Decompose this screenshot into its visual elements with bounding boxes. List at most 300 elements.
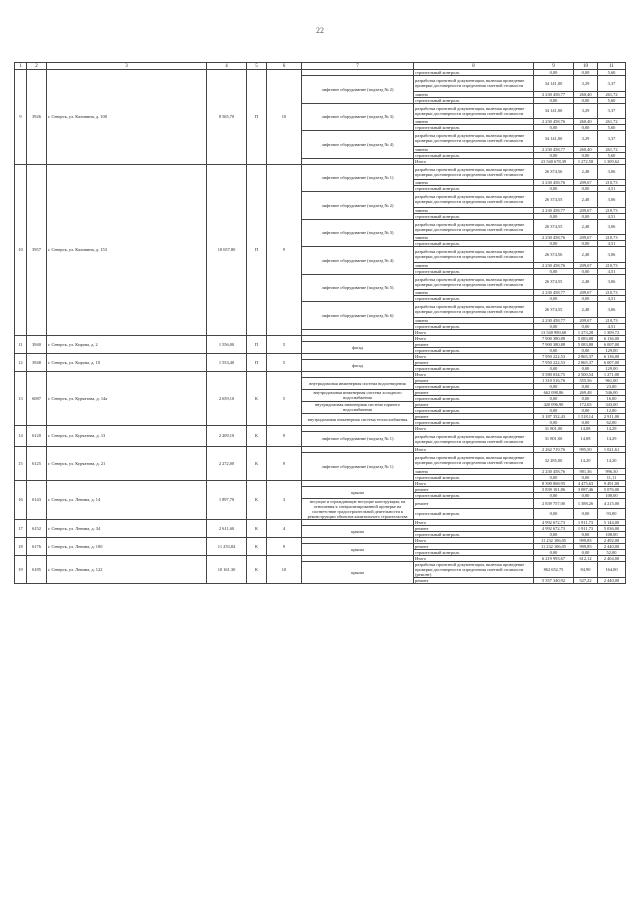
work-type: Итого bbox=[414, 371, 534, 377]
unit-cost: 0,00 bbox=[574, 474, 598, 480]
unit-cost: 981,36 bbox=[574, 468, 598, 474]
building-number: 19 bbox=[15, 555, 27, 583]
work-type: разработка проектной документации, включая проведение проверки достоверности определения сметной стоимости bbox=[414, 219, 534, 235]
work-type: строительный контроль bbox=[414, 152, 534, 158]
unit-cost: 1 911,73 bbox=[574, 519, 598, 525]
unit-cost: 999,85 bbox=[574, 537, 598, 543]
limit-cost: 108,00 bbox=[598, 531, 626, 537]
unit-cost: 209,67 bbox=[574, 180, 598, 186]
work-type: замена bbox=[414, 119, 534, 125]
cost-value: 0,00 bbox=[534, 531, 574, 537]
limit-cost: 9 491,00 bbox=[598, 480, 626, 486]
limit-cost: 16,00 bbox=[598, 395, 626, 401]
unit-cost: 2,48 bbox=[574, 247, 598, 263]
building-wall-type: К bbox=[247, 447, 267, 481]
element-name: крыша bbox=[302, 561, 414, 583]
header-cell-5: 5 bbox=[247, 63, 267, 70]
unit-cost: 612,12 bbox=[574, 555, 598, 561]
header-row bbox=[15, 63, 626, 70]
cost-value: 11 232 106,05 bbox=[534, 537, 574, 543]
cost-value: 34 141,00 bbox=[534, 131, 574, 147]
work-type: ремонт bbox=[414, 341, 534, 347]
work-type: строительный контроль bbox=[414, 323, 534, 329]
unit-cost: 0,00 bbox=[574, 347, 598, 353]
limit-cost: 4,51 bbox=[598, 186, 626, 192]
work-type: строительный контроль bbox=[414, 97, 534, 103]
work-type: ремонт bbox=[414, 525, 534, 531]
building-floors: 9 bbox=[267, 164, 302, 335]
cost-value: 420 096,90 bbox=[534, 401, 574, 407]
building-floors: 9 bbox=[267, 447, 302, 481]
building-code: 6176 bbox=[27, 537, 47, 555]
work-type: Итого bbox=[414, 537, 534, 543]
work-type: разработка проектной документации, включая проведение проверки достоверности определения сметной стоимости bbox=[414, 131, 534, 147]
building-area: 11 253,84 bbox=[207, 537, 247, 555]
work-type: замена bbox=[414, 317, 534, 323]
work-type: замена bbox=[414, 180, 534, 186]
work-type: строительный контроль bbox=[414, 365, 534, 371]
cost-value: 0,00 bbox=[534, 549, 574, 555]
work-type: Итого bbox=[414, 447, 534, 453]
cost-value: 7 950 222,53 bbox=[534, 359, 574, 365]
work-type: строительный контроль bbox=[414, 383, 534, 389]
limit-cost: 5 036,00 bbox=[598, 525, 626, 531]
building-wall-type: П bbox=[247, 70, 267, 165]
limit-cost: 261,72 bbox=[598, 91, 626, 97]
element-name: несущие и ограждающие несущие конструкции, на отношения к специализированной проверке на соответствие градостроительной деятельности к реконструкции объектов капитального строительства bbox=[302, 498, 414, 519]
limit-cost: 1 309,62 bbox=[598, 158, 626, 164]
building-code: 6125 bbox=[27, 447, 47, 481]
unit-cost: 0,00 bbox=[574, 97, 598, 103]
building-area: 2 611,60 bbox=[207, 519, 247, 537]
cost-value: 2 230 458,77 bbox=[534, 91, 574, 97]
element-name: лифтовое оборудование (подъезд № 2) bbox=[302, 76, 414, 104]
cost-value: 31 801,00 bbox=[534, 425, 574, 431]
cost-value: 5 357 340,92 bbox=[534, 577, 574, 583]
limit-cost: 1 021,61 bbox=[598, 447, 626, 453]
building-floors: 5 bbox=[267, 353, 302, 371]
limit-cost: 6 136,00 bbox=[598, 353, 626, 359]
cost-value: 11 232 106,05 bbox=[534, 543, 574, 549]
cost-value: 862 652,75 bbox=[534, 561, 574, 577]
cost-value: 8 390 868,95 bbox=[534, 480, 574, 486]
work-type: разработка проектной документации, включая проведение проверки достоверности определения сметной стоимости bbox=[414, 103, 534, 119]
work-type: Итого bbox=[414, 519, 534, 525]
header-cell-4: 4 bbox=[207, 63, 247, 70]
unit-cost: 2 865,37 bbox=[574, 353, 598, 359]
building-floors: 9 bbox=[267, 537, 302, 555]
cost-value: 0,00 bbox=[534, 186, 574, 192]
building-code: 3948 bbox=[27, 353, 47, 371]
building-area: 1 556,00 bbox=[207, 335, 247, 353]
limit-cost: 93,00 bbox=[598, 509, 626, 520]
limit-cost: 3,06 bbox=[598, 274, 626, 290]
limit-cost: 210,73 bbox=[598, 207, 626, 213]
element-name: лифтовое оборудование (подъезд № 1) bbox=[302, 164, 414, 192]
limit-cost: 3,37 bbox=[598, 131, 626, 147]
element-name: лифтовое оборудование (подъезд № 4) bbox=[302, 247, 414, 275]
limit-cost: 4,51 bbox=[598, 241, 626, 247]
building-wall-type: К bbox=[247, 480, 267, 519]
limit-cost: 210,73 bbox=[598, 290, 626, 296]
unit-cost: 0,00 bbox=[574, 241, 598, 247]
limit-cost: 546,00 bbox=[598, 389, 626, 395]
limit-cost: 210,73 bbox=[598, 262, 626, 268]
unit-cost: 3,29 bbox=[574, 103, 598, 119]
header-cell-11: 11 bbox=[598, 63, 626, 70]
cost-value: 26 374,55 bbox=[534, 192, 574, 208]
unit-cost: 0,00 bbox=[574, 549, 598, 555]
element-name: внутридомовая инженерная система теплоснабжения bbox=[302, 413, 414, 425]
cost-value: 0,00 bbox=[534, 125, 574, 131]
unit-cost: 2,48 bbox=[574, 192, 598, 208]
work-type: строительный контроль bbox=[414, 395, 534, 401]
element-name: лифтовое оборудование (подъезд № 4) bbox=[302, 131, 414, 159]
element-name: лифтовое оборудование (подъезд № 1) bbox=[302, 453, 414, 481]
building-area: 2 659,10 bbox=[207, 371, 247, 425]
unit-cost: 0,00 bbox=[574, 296, 598, 302]
unit-cost: 0,00 bbox=[574, 152, 598, 158]
building-number: 14 bbox=[15, 425, 27, 447]
work-type: строительный контроль bbox=[414, 268, 534, 274]
building-address: г. Северск, ул. Кирова, д. 2 bbox=[47, 335, 207, 353]
element-name: фасад bbox=[302, 341, 414, 353]
unit-cost: 0,00 bbox=[574, 213, 598, 219]
unit-cost: 0,00 bbox=[574, 268, 598, 274]
element-name: лифтовое оборудование (подъезд № 1) bbox=[302, 431, 414, 447]
building-wall-type: П bbox=[247, 164, 267, 335]
cost-value: 2 230 458,76 bbox=[534, 180, 574, 186]
work-type: разработка проектной документации, включая проведение проверки достоверности определения сметной стоимости bbox=[414, 192, 534, 208]
building-number: 10 bbox=[15, 164, 27, 335]
work-type: Итого bbox=[414, 353, 534, 359]
unit-cost: 2 865,37 bbox=[574, 359, 598, 365]
unit-cost: 14,08 bbox=[574, 431, 598, 447]
work-type: ремонт bbox=[414, 486, 534, 492]
work-type: разработка проектной документации, включая проведение проверки достоверности определения сметной стоимости bbox=[414, 302, 534, 318]
building-number: 13 bbox=[15, 371, 27, 425]
work-type: строительный контроль bbox=[414, 509, 534, 520]
limit-cost: 4,51 bbox=[598, 323, 626, 329]
work-type: замена bbox=[414, 146, 534, 152]
cost-value: 2 230 458,77 bbox=[534, 146, 574, 152]
limit-cost: 3,06 bbox=[598, 247, 626, 263]
page-number: 22 bbox=[316, 26, 324, 35]
element-name: крыша bbox=[302, 543, 414, 555]
unit-cost: 0,00 bbox=[574, 407, 598, 413]
unit-cost: 1 388,26 bbox=[574, 498, 598, 509]
element-name: внутридомовая инженерная система горячего водоснабжения bbox=[302, 401, 414, 413]
work-type: строительный контроль bbox=[414, 241, 534, 247]
work-type: строительный контроль bbox=[414, 474, 534, 480]
limit-cost: 62,00 bbox=[598, 419, 626, 425]
limit-cost: 961,00 bbox=[598, 377, 626, 383]
cost-value: 7 900 380,88 bbox=[534, 341, 574, 347]
cost-value: 0,00 bbox=[534, 97, 574, 103]
limit-cost: 2 440,00 bbox=[598, 543, 626, 549]
work-type: ремонт bbox=[414, 359, 534, 365]
cost-value: 31 801,00 bbox=[534, 431, 574, 447]
cost-value: 26 374,55 bbox=[534, 219, 574, 235]
element-name: крыша bbox=[302, 525, 414, 537]
unit-cost: 527,22 bbox=[574, 577, 598, 583]
element-name: фасад bbox=[302, 359, 414, 371]
limit-cost: 210,73 bbox=[598, 317, 626, 323]
work-type: разработка проектной документации, включая проведение проверки достоверности определения сметной стоимости bbox=[414, 274, 534, 290]
unit-cost: 260,40 bbox=[574, 146, 598, 152]
cost-value: 2 262 719,76 bbox=[534, 447, 574, 453]
limit-cost: 2 911,00 bbox=[598, 413, 626, 419]
building-number: 18 bbox=[15, 537, 27, 555]
limit-cost: 4,51 bbox=[598, 213, 626, 219]
limit-cost: 6 136,00 bbox=[598, 335, 626, 341]
limit-cost: 129,00 bbox=[598, 365, 626, 371]
cost-value: 0,00 bbox=[534, 296, 574, 302]
work-type: замена bbox=[414, 262, 534, 268]
header-cell-10: 10 bbox=[574, 63, 598, 70]
work-type: разработка проектной документации, включая проведение проверки достоверности определения сметной стоимости (ремонт) bbox=[414, 561, 534, 577]
element-name: лифтовое оборудование (подъезд № 2) bbox=[302, 192, 414, 220]
work-type: строительный контроль bbox=[414, 213, 534, 219]
limit-cost: 996,30 bbox=[598, 468, 626, 474]
building-address: г. Северск, ул. Калинина, д. 100 bbox=[47, 70, 207, 165]
limit-cost: 6 007,00 bbox=[598, 359, 626, 365]
cost-value: 0,00 bbox=[534, 395, 574, 401]
building-area: 2 272,00 bbox=[207, 447, 247, 481]
cost-value: 5 580 034,75 bbox=[534, 371, 574, 377]
unit-cost: 14,20 bbox=[574, 453, 598, 469]
unit-cost: 1 272,58 bbox=[574, 158, 598, 164]
building-number: 17 bbox=[15, 519, 27, 537]
building-number: 9 bbox=[15, 70, 27, 165]
building-code: 3940 bbox=[27, 335, 47, 353]
limit-cost: 14,20 bbox=[598, 453, 626, 469]
limit-cost: 5,60 bbox=[598, 97, 626, 103]
header-cell-8: 8 bbox=[414, 63, 534, 70]
work-type: разработка проектной документации, включая проведение проверки достоверности определения сметной стоимости bbox=[414, 164, 534, 180]
building-code: 6143 bbox=[27, 480, 47, 519]
limit-cost: 3,06 bbox=[598, 302, 626, 318]
unit-cost: 209,67 bbox=[574, 317, 598, 323]
cost-value: 26 374,55 bbox=[534, 274, 574, 290]
unit-cost: 3 087,46 bbox=[574, 486, 598, 492]
building-address: г. Северск, ул. Курчатова, д. 21 bbox=[47, 447, 207, 481]
building-wall-type: К bbox=[247, 371, 267, 425]
work-type: строительный контроль bbox=[414, 419, 534, 425]
cost-value: 32 285,00 bbox=[534, 453, 574, 469]
limit-cost: 129,00 bbox=[598, 347, 626, 353]
work-type: Итого bbox=[414, 329, 534, 335]
limit-cost: 210,73 bbox=[598, 235, 626, 241]
unit-cost: 0,00 bbox=[574, 365, 598, 371]
unit-cost: 0,00 bbox=[574, 186, 598, 192]
cost-value: 0,00 bbox=[534, 241, 574, 247]
unit-cost: 4 475,63 bbox=[574, 480, 598, 486]
building-address: г. Северск, ул. Ленина, д. 122 bbox=[47, 555, 207, 583]
unit-cost: 0,00 bbox=[574, 419, 598, 425]
cost-value: 2 839 757,00 bbox=[534, 498, 574, 509]
cost-value: 26 374,56 bbox=[534, 164, 574, 180]
element-name: внутридомовая инженерная система водоотведения bbox=[302, 377, 414, 389]
building-floors: 5 bbox=[267, 371, 302, 425]
building-floors: 10 bbox=[267, 555, 302, 583]
cost-value: 4 992 672,73 bbox=[534, 519, 574, 525]
work-type: разработка проектной документации, включая проведение проверки достоверности определения сметной стоимости bbox=[414, 247, 534, 263]
work-type: строительный контроль bbox=[414, 296, 534, 302]
cost-value: 0,00 bbox=[534, 268, 574, 274]
unit-cost: 260,40 bbox=[574, 91, 598, 97]
element-name: лифтовое оборудование (подъезд № 5) bbox=[302, 274, 414, 302]
building-floors: 10 bbox=[267, 70, 302, 165]
work-type: строительный контроль bbox=[414, 186, 534, 192]
limit-cost: 5 076,00 bbox=[598, 486, 626, 492]
cost-value: 0,00 bbox=[534, 407, 574, 413]
unit-cost: 209,67 bbox=[574, 262, 598, 268]
cost-value: 0,00 bbox=[534, 383, 574, 389]
building-area: 1 897,70 bbox=[207, 480, 247, 519]
building-code: 6185 bbox=[27, 555, 47, 583]
unit-cost: 0,00 bbox=[574, 323, 598, 329]
unit-cost: 0,00 bbox=[574, 395, 598, 401]
unit-cost: 2,48 bbox=[574, 302, 598, 318]
work-type: разработка проектной документации, включая проведение проверки достоверности определения сметной стоимости bbox=[414, 453, 534, 469]
cost-value: 0,00 bbox=[534, 492, 574, 498]
cost-value: 2 230 458,76 bbox=[534, 235, 574, 241]
building-wall-type: К bbox=[247, 425, 267, 447]
header-cell-7: 7 bbox=[302, 63, 414, 70]
building-wall-type: К bbox=[247, 555, 267, 583]
cost-value: 1 310 516,76 bbox=[534, 377, 574, 383]
building-area: 2 209,10 bbox=[207, 425, 247, 447]
cost-value: 2 230 458,76 bbox=[534, 468, 574, 474]
unit-cost: 3,29 bbox=[574, 131, 598, 147]
building-wall-type: К bbox=[247, 519, 267, 537]
limit-cost: 261,72 bbox=[598, 119, 626, 125]
building-number: 12 bbox=[15, 353, 27, 371]
element-name: лифтовое оборудование (подъезд № 6) bbox=[302, 302, 414, 330]
unit-cost: 0,00 bbox=[574, 531, 598, 537]
work-type: строительный контроль bbox=[414, 407, 534, 413]
cost-value: 26 374,55 bbox=[534, 302, 574, 318]
capital-repair-table bbox=[14, 62, 626, 584]
header-cell-3: 3 bbox=[47, 63, 207, 70]
cost-value: 34 141,00 bbox=[534, 76, 574, 92]
element-name: лифтовое оборудование (подъезд № 3) bbox=[302, 219, 414, 247]
cost-value: 0,00 bbox=[534, 323, 574, 329]
building-number: 16 bbox=[15, 480, 27, 519]
building-wall-type: К bbox=[247, 537, 267, 555]
building-floors: 9 bbox=[267, 425, 302, 447]
limit-cost: 261,72 bbox=[598, 146, 626, 152]
cost-value: 23 540 678,39 bbox=[534, 158, 574, 164]
building-area: 1 553,40 bbox=[207, 353, 247, 371]
table-row bbox=[15, 164, 626, 180]
limit-cost: 2 440,00 bbox=[598, 577, 626, 583]
limit-cost: 3,37 bbox=[598, 76, 626, 92]
cost-value: 7 900 380,88 bbox=[534, 335, 574, 341]
limit-cost: 2 492,00 bbox=[598, 537, 626, 543]
work-type: Итого bbox=[414, 425, 534, 431]
building-number: 11 bbox=[15, 335, 27, 353]
cost-value: 0,00 bbox=[534, 509, 574, 520]
unit-cost: 1 273,28 bbox=[574, 329, 598, 335]
unit-cost: 555,56 bbox=[574, 377, 598, 383]
work-type: замена bbox=[414, 207, 534, 213]
work-type: разработка проектной документации, включая проведение проверки достоверности определения сметной стоимости bbox=[414, 76, 534, 92]
limit-cost: 5,60 bbox=[598, 70, 626, 76]
unit-cost: 209,67 bbox=[574, 235, 598, 241]
unit-cost: 1 518,14 bbox=[574, 413, 598, 419]
limit-cost: 52,00 bbox=[598, 549, 626, 555]
unit-cost: 0,00 bbox=[574, 70, 598, 76]
building-floors: 3 bbox=[267, 480, 302, 519]
unit-cost: 209,67 bbox=[574, 207, 598, 213]
cost-value: 2 230 458,77 bbox=[534, 207, 574, 213]
cost-value: 26 374,56 bbox=[534, 247, 574, 263]
building-code: 3926 bbox=[27, 70, 47, 165]
cost-value: 3 187 352,43 bbox=[534, 413, 574, 419]
work-type: ремонт bbox=[414, 543, 534, 549]
unit-cost: 3,29 bbox=[574, 76, 598, 92]
cost-value: 7 950 222,53 bbox=[534, 353, 574, 359]
building-address: г. Северск, ул. Ленина, д. 100 bbox=[47, 537, 207, 555]
work-type: ремонт bbox=[414, 413, 534, 419]
limit-cost: 3,37 bbox=[598, 103, 626, 119]
unit-cost: 84,90 bbox=[574, 561, 598, 577]
limit-cost: 6 007,00 bbox=[598, 341, 626, 347]
building-area: 10 657,80 bbox=[207, 164, 247, 335]
building-code: 3957 bbox=[27, 164, 47, 335]
unit-cost: 269,48 bbox=[574, 389, 598, 395]
building-floors: 4 bbox=[267, 519, 302, 537]
cost-value: 4 992 672,73 bbox=[534, 525, 574, 531]
limit-cost: 164,00 bbox=[598, 561, 626, 577]
cost-value: 6 219 993,67 bbox=[534, 555, 574, 561]
work-type: строительный контроль bbox=[414, 70, 534, 76]
cost-value: 0,00 bbox=[534, 152, 574, 158]
work-type: ремонт bbox=[414, 377, 534, 383]
building-wall-type: П bbox=[247, 353, 267, 371]
building-code: 6120 bbox=[27, 425, 47, 447]
limit-cost: 23,00 bbox=[598, 383, 626, 389]
work-type: строительный контроль bbox=[414, 492, 534, 498]
building-code: 6087 bbox=[27, 371, 47, 425]
limit-cost: 14,29 bbox=[598, 425, 626, 431]
limit-cost: 3,06 bbox=[598, 192, 626, 208]
unit-cost: 0,00 bbox=[574, 492, 598, 498]
work-type: строительный контроль bbox=[414, 549, 534, 555]
unit-cost: 172,65 bbox=[574, 401, 598, 407]
cost-value: 13 540 980,68 bbox=[534, 329, 574, 335]
work-type: строительный контроль bbox=[414, 125, 534, 131]
cost-value: 662 098,86 bbox=[534, 389, 574, 395]
cost-value: 0,00 bbox=[534, 474, 574, 480]
unit-cost: 1 911,73 bbox=[574, 525, 598, 531]
limit-cost: 2 404,00 bbox=[598, 555, 626, 561]
cost-value: 0,00 bbox=[534, 347, 574, 353]
limit-cost: 3,06 bbox=[598, 164, 626, 180]
building-wall-type: П bbox=[247, 335, 267, 353]
work-type: Итого bbox=[414, 555, 534, 561]
unit-cost: 14,08 bbox=[574, 425, 598, 431]
work-type: Итого bbox=[414, 480, 534, 486]
limit-cost: 5,60 bbox=[598, 152, 626, 158]
unit-cost: 995,50 bbox=[574, 447, 598, 453]
cost-value: 2 230 458,76 bbox=[534, 262, 574, 268]
unit-cost: 5 083,88 bbox=[574, 335, 598, 341]
unit-cost: 0,00 bbox=[574, 509, 598, 520]
cost-value: 0,00 bbox=[534, 365, 574, 371]
